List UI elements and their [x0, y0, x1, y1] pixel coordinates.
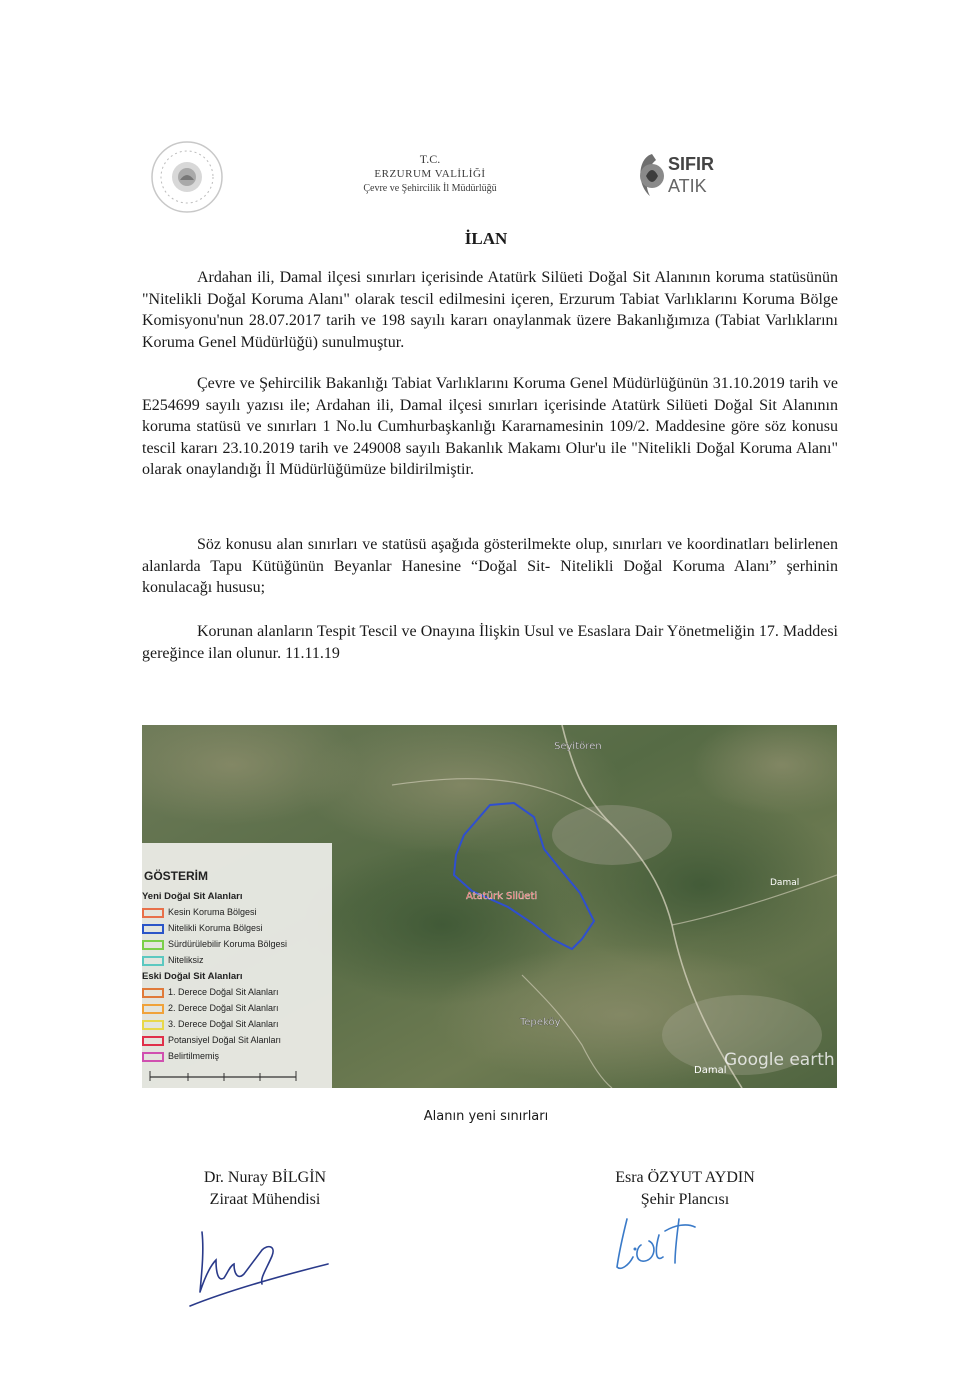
signature-left — [180, 1220, 340, 1310]
legend-item: Kesin Koruma Bölgesi — [142, 905, 257, 919]
place-label-damal-south: Damal — [694, 1065, 727, 1076]
zero-waste-logo-top: SIFIR — [668, 154, 714, 174]
letterhead-line-tc: T.C. — [419, 152, 441, 166]
paragraph-3: Söz konusu alan sınırları ve statüsü aşağıda gösterilmekte olup, sınırları ve koordinatları belirlenen alanlarda Tapu Kütüğünün Beyanlar Hanesine “Doğal Sit- Nitelikli Doğal Koruma Alanı” şerhinin konulacağı hususu; — [142, 536, 838, 596]
legend-swatch-teal — [142, 956, 164, 966]
signatory-right-title: Şehir Plancısı — [640, 1191, 730, 1208]
zero-waste-logo — [634, 146, 714, 206]
letterhead-line-directorate: Çevre ve Şehircilik İl Müdürlüğü — [363, 183, 497, 194]
map-caption: Alanın yeni sınırları — [423, 1109, 549, 1124]
legend-swatch-dark-orange — [142, 988, 164, 998]
signatory-left-title: Ziraat Mühendisi — [209, 1191, 321, 1208]
legend-swatch-amber — [142, 1004, 164, 1014]
legend-item: 3. Derece Doğal Sit Alanları — [142, 1017, 279, 1031]
page-title: İLAN — [464, 229, 508, 248]
legend-swatch-orange — [142, 908, 164, 918]
legend-item: 1. Derece Doğal Sit Alanları — [142, 985, 279, 999]
map-scale-bar — [148, 1069, 298, 1083]
zero-waste-logo-bottom: ATIK — [668, 176, 707, 196]
legend-item: Potansiyel Doğal Sit Alanları — [142, 1033, 281, 1047]
area-label-ataturk-siluet: Atatürk Silüeti — [466, 891, 538, 902]
letterhead-line-governorship: ERZURUM VALİLİĞİ — [374, 168, 486, 180]
signatory-left — [180, 1167, 350, 1211]
legend-group-old: Eski Doğal Sit Alanları — [142, 971, 243, 982]
letterhead — [320, 152, 540, 196]
place-label-damal-east: Damal — [770, 878, 800, 888]
legend-title: GÖSTERİM — [144, 869, 209, 883]
signatory-right-name: Esra ÖZYUT AYDIN — [615, 1169, 755, 1186]
legend-item: Nitelikli Koruma Bölgesi — [142, 921, 263, 935]
paragraph-4: Korunan alanların Tespit Tescil ve Onayına İlişkin Usul ve Esaslara Dair Yönetmeliğin 17. Maddesi gereğince ilan olunur. 11.11.19 — [142, 623, 838, 662]
place-label-seyitoren: Seyitören — [554, 741, 602, 752]
legend-swatch-blue — [142, 924, 164, 934]
place-label-tepekoy: Tepeköy — [520, 1017, 561, 1028]
legend-swatch-magenta — [142, 1052, 164, 1062]
map-legend — [142, 843, 332, 1088]
satellite-map — [142, 725, 837, 1088]
signature-right — [605, 1205, 715, 1285]
legend-swatch-yellow — [142, 1020, 164, 1030]
signatory-left-name: Dr. Nuray BİLGİN — [203, 1169, 327, 1186]
legend-item: 2. Derece Doğal Sit Alanları — [142, 1001, 279, 1015]
paragraph-1: Ardahan ili, Damal ilçesi sınırları içerisinde Atatürk Silüeti Doğal Sit Alanının koruma statüsünün "Nitelikli Doğal Koruma Alanı" olarak tescil edilmesini içeren, Erzurum Tabiat Varlıklarını Koruma Bölge Komisyonu'nun 28.07.2017 tarih ve 198 sayılı kararı onaylanmak üzere Bakanlığımıza (Tabiat Varlıklarını Koruma Genel Müdürlüğü) sunulmuştur. — [142, 269, 838, 351]
paragraph-2: Çevre ve Şehircilik Bakanlığı Tabiat Varlıklarını Koruma Genel Müdürlüğünün 31.10.2019 tarih ve E254699 sayılı yazısı ile; Ardahan ili, Damal ilçesi sınırları içerisinde Atatürk Silüeti Doğal Sit Alanının koruma statüsü ve sınırları 1 No.lu Cumhurbaşkanlığı Kararnamesinin 109/2. Maddesine göre söz konusu tescil kararı 23.10.2019 tarih ve 249008 sayılı Bakanlık Makamı Olur'u ile "Nitelikli Doğal Koruma Alanı" olarak onaylandığı İl Müdürlüğümüze bildirilmiştir. — [142, 375, 838, 478]
legend-item: Sürdürülebilir Koruma Bölgesi — [142, 937, 287, 951]
google-earth-watermark: Google earth — [724, 1050, 835, 1070]
legend-group-new: Yeni Doğal Sit Alanları — [142, 891, 243, 902]
legend-item: Niteliksiz — [142, 953, 204, 967]
legend-item: Belirtilmemiş — [142, 1049, 219, 1063]
legend-swatch-red — [142, 1036, 164, 1046]
legend-swatch-green — [142, 940, 164, 950]
ministry-emblem-logo — [150, 140, 224, 214]
